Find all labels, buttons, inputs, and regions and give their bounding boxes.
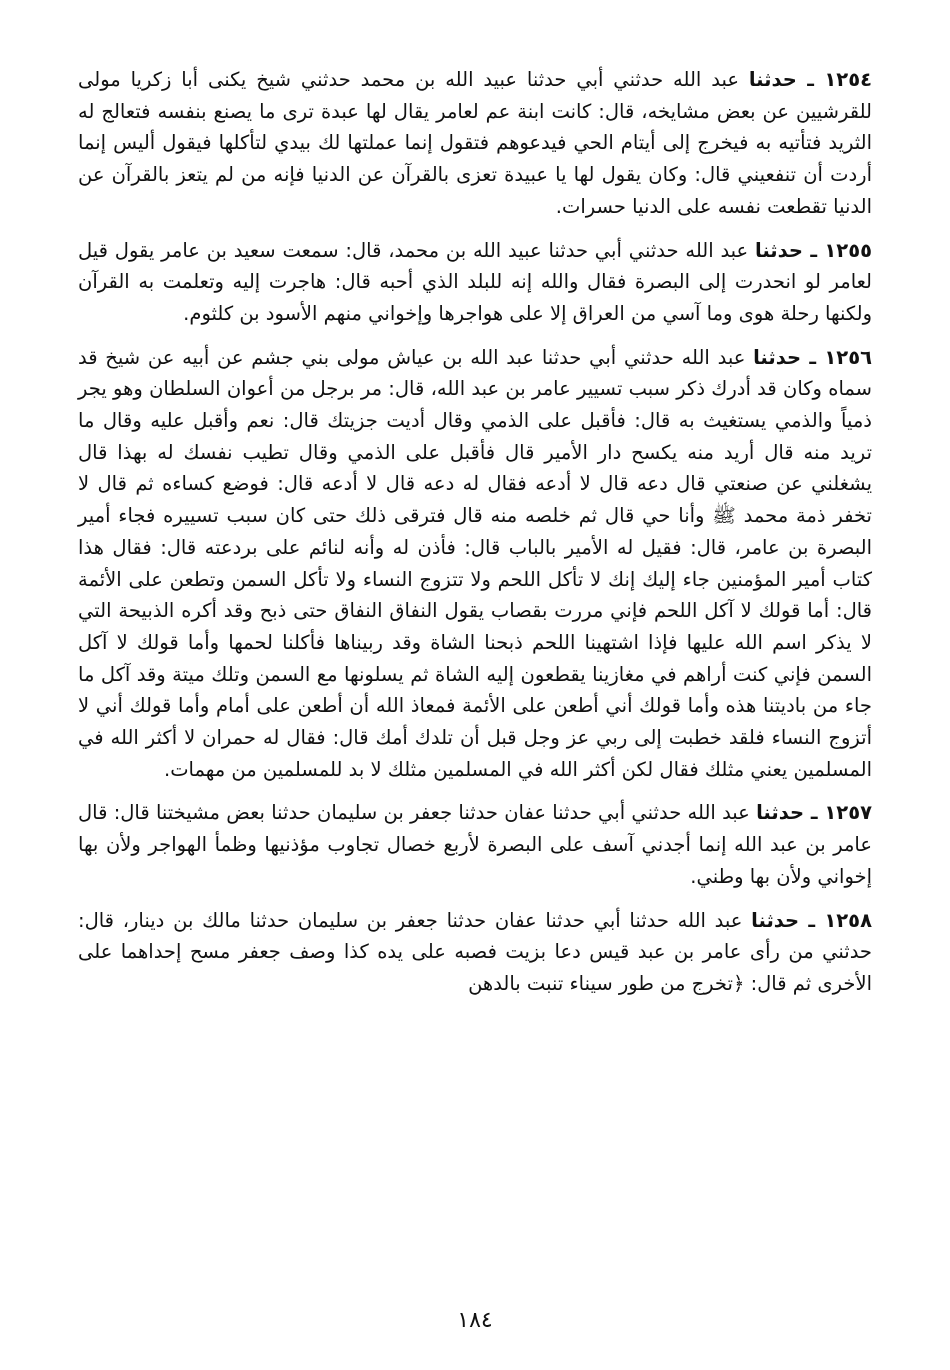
hadith-text: عبد الله حدثني أبي حدثنا عفان حدثنا جعفر بن سليمان حدثنا بعض مشيختنا قال: قال عامر بن عبد الله إنما أجدني آسف على البصرة لأربع خصال تجاوب مؤذنيها وظمأ الهواجر ولأن بها إخواني ولأن بها وطني. — [78, 801, 872, 888]
hadith-number: ١٢٥٤ — [824, 68, 872, 91]
hadith-text: عبد الله حدثنا أبي حدثنا عفان حدثنا جعفر بن سليمان حدثنا مالك بن دينار، قال: حدثني من رأى عامر بن عبد قيس دعا بزيت فصبه على يده كذا وصف جعفر مسح إحداهما على الأخرى ثم قال: ﴿تخرج من طور سيناء تنبت بالدهن — [78, 908, 872, 995]
hadith-dash: ـ — [796, 68, 825, 91]
paragraph-1256 — [78, 342, 872, 786]
paragraph-1255 — [78, 235, 872, 330]
paragraph-1257 — [78, 797, 872, 892]
hadith-lead-word: حدثنا — [748, 68, 797, 91]
hadith-dash: ـ — [799, 908, 825, 932]
paragraph-1258 — [78, 905, 872, 1000]
hadith-text: عبد الله حدثني أبي حدثنا عبيد الله بن محمد، قال: سمعت سعيد بن عامر يقول قيل لعامر لو انحدرت إلى البصرة فقال والله إنه للبلد الذي أحبه قال: هاجرت إليه وتعلمت به القرآن ولكنها رحلة هوى وما آسي من العراق إلا على هواجرها وإخواني منهم الأسود بن كلثوم. — [78, 238, 872, 325]
paragraph-1254 — [78, 64, 872, 223]
hadith-lead-word: حدثنا — [756, 801, 805, 825]
hadith-dash: ـ — [804, 801, 825, 825]
hadith-number: ١٢٥٥ — [824, 238, 872, 262]
hadith-dash: ـ — [802, 238, 825, 262]
hadith-lead-word: حدثنا — [755, 238, 803, 262]
page-number: ١٨٤ — [457, 1308, 493, 1333]
hadith-lead-word: حدثنا — [751, 908, 800, 932]
hadith-text: عبد الله حدثني أبي حدثنا عبد الله بن عياش مولى بني جشم عن أبيه عن شيخ قد سماه وكان قد أدرك ذكر سبب تسيير عامر بن عبد الله، قال: مر برجل من أعوان السلطان وهو يجر ذمياً والذمي يستغيث به قال: فأقبل على الذمي وقال أديت جزيتك قال: نعم وأقبل عليه وقال ما تريد منه قال أريد منه يكسح دار الأمير قال فأقبل على الذمي وقال تطيب نفسك له بهذا قال يشغلني عن صنعتي قال دعه قال لا أدعه فقال له دعه قال لا أدعه قال: فوضع كساءه ثم قال لا تخفر ذمة محمد ﷺ وأنا حي قال ثم خلصه منه قال فترقى ذلك حتى كان سبب تسييره فجاء أمير البصرة بن عامر، قال: فقيل له الأمير بالباب قال: فأذن له وأنه لنائم على بردعته قال: فقال هذا كتاب أمير المؤمنين جاء إليك إنك لا تأكل اللحم ولا تتزوج النساء ولا تأكل السمن وتطعن على الأئمة قال: أما قولك لا آكل اللحم فإني مررت بقصاب يقول النفاق النفاق حتى ذبح وقد أكره الذبيحة التي لا يذكر اسم الله عليها فإذا اشتهينا اللحم ذبحنا الشاة وقد ربيناها فأكلنا لحمها وأما قولك لا آكل السمن فإني كنت أراهم في مغازينا يقطعون إليه الشاة ثم يسلونها مع السمن وتلك ميتة وقد آكل ما جاء من باديتنا هذه وأما قولك أني أطعن على الأئمة فمعاذ الله أن أطعن على أمام وأما قولك أني لا أتزوج النساء فلقد خطبت إلى ربي عز وجل قبل أن تلدك أمك قال: فقال له حمران لا أكثر الله في المسلمين يعني مثلك فقال لكن أكثر الله في المسلمين مثلك لا بد للمسلمين من مهمات. — [78, 345, 872, 781]
page-body — [78, 64, 872, 1370]
hadith-number: ١٢٥٦ — [824, 345, 872, 369]
hadith-text: عبد الله حدثني أبي حدثنا عبيد الله بن محمد حدثني شيخ يكنى أبا زكريا مولى للقرشيين عن بعض مشايخه، قال: كانت ابنة عم لعامر يقال لها عبدة ترى ما يصنع بنفسه فتعالج له الثريد فتأتيه به فيخرج إلى أيتام الحي فيدعوهم فتقول إنما عملتها لك بيدي لتأكلها فيقول أليس إنما أردت أن تنفعيني قال: وكان يقول لها يا عبيدة تعزى بالقرآن عن الدنيا فإنه من لم يتعز بالقرآن عن الدنيا تقطعت نفسه على الدنيا حسرات. — [78, 68, 872, 218]
hadith-number: ١٢٥٧ — [824, 801, 872, 825]
hadith-lead-word: حدثنا — [753, 345, 802, 369]
hadith-dash: ـ — [801, 345, 825, 369]
hadith-number: ١٢٥٨ — [824, 908, 872, 932]
